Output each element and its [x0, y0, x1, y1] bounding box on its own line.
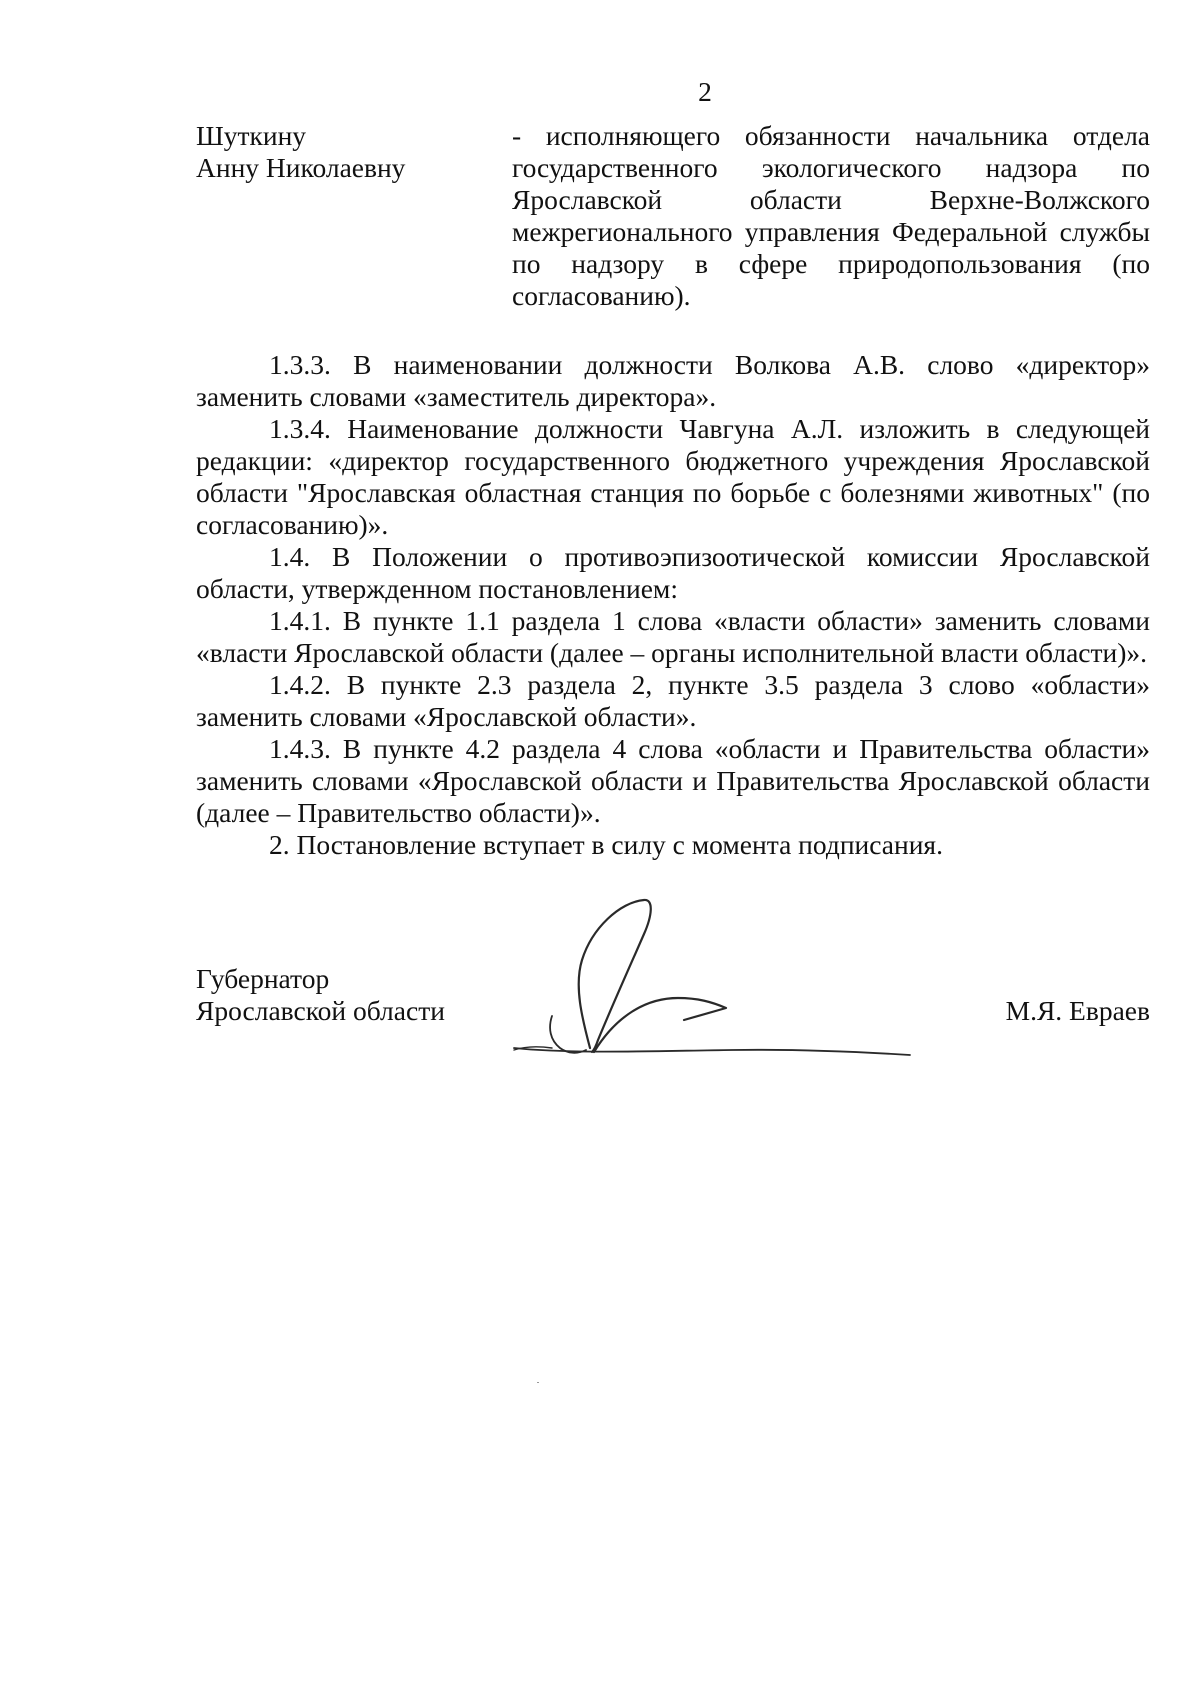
page-number: 2	[698, 76, 712, 107]
signatory-position-line: Ярославской области	[196, 995, 445, 1026]
member-role: - исполняющего обязанности начальника отдела государственного экологического надзора по Ярославской области Верхне-Волжского межрегионального управления Федеральной службы по надзору в сфере природопользования (по согласованию).	[512, 120, 1150, 311]
paragraph-2: 2. Постановление вступает в силу с момента подписания.	[269, 829, 943, 860]
document-body	[196, 349, 1150, 861]
paragraph-1-4-1: 1.4.1. В пункте 1.1 раздела 1 слова «власти области» заменить словами «власти Ярославской области (далее – органы исполнительной власти области)».	[196, 605, 1150, 668]
member-name	[196, 120, 476, 184]
member-name-line: Шуткину	[196, 120, 307, 151]
paragraph-1-4-2: 1.4.2. В пункте 2.3 раздела 2, пункте 3.5 раздела 3 слово «области» заменить словами «Ярославской области».	[196, 669, 1150, 732]
paragraph-1-3-3: 1.3.3. В наименовании должности Волкова А.В. слово «директор» заменить словами «заместитель директора».	[196, 349, 1150, 412]
signatory-name: М.Я. Евраев	[1005, 995, 1150, 1026]
member-name-line: Анну Николаевну	[196, 152, 406, 183]
paragraph-1-4: 1.4. В Положении о противоэпизоотической комиссии Ярославской области, утвержденном постановлением:	[196, 541, 1150, 604]
paragraph-1-3-4: 1.3.4. Наименование должности Чавгуна А.Л. изложить в следующей редакции: «директор государственного бюджетного учреждения Ярославской области "Ярославская областная станция по борьбе с болезнями животных" (по согласованию)».	[196, 413, 1150, 540]
scan-speck	[537, 1382, 539, 1383]
handwritten-signature	[512, 898, 912, 1073]
signatory-position	[196, 963, 445, 1027]
signatory-position-line: Губернатор	[196, 963, 330, 994]
paragraph-1-4-3: 1.4.3. В пункте 4.2 раздела 4 слова «области и Правительства области» заменить словами «Ярославской области и Правительства Ярославской области (далее – Правительство области)».	[196, 733, 1150, 828]
